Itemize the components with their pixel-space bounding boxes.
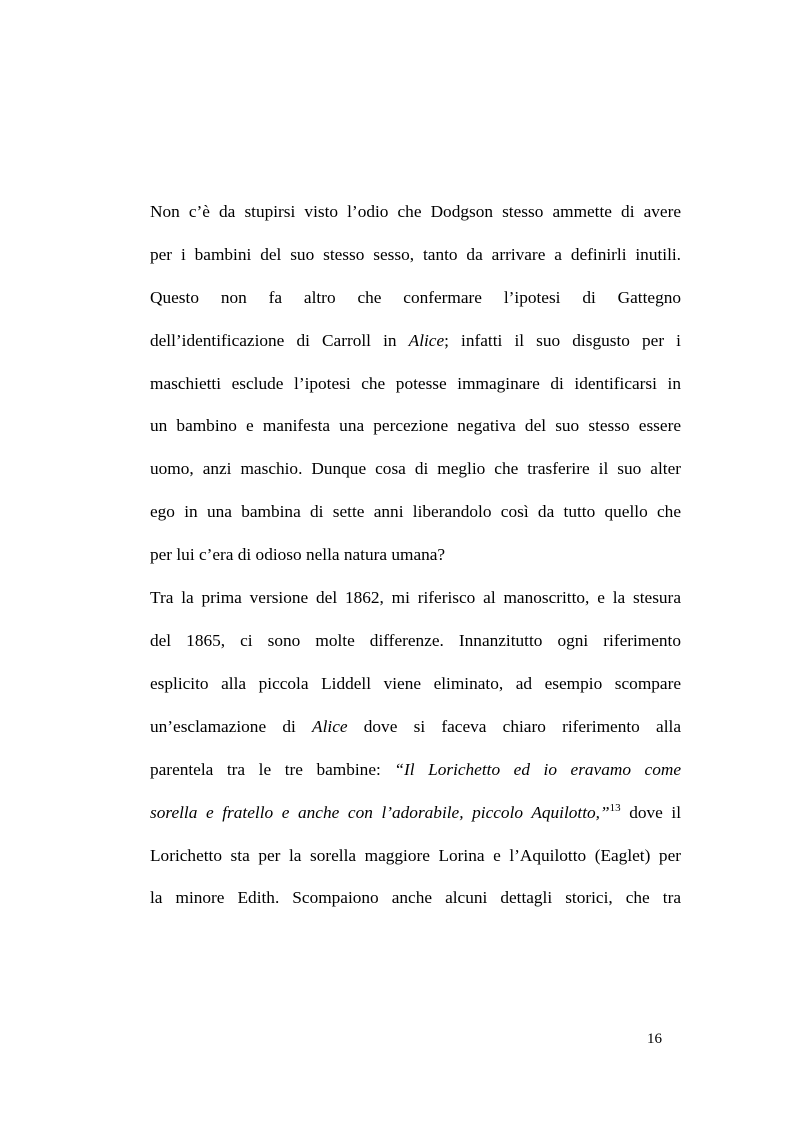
text-segment: per i bambini del suo stesso sesso, tanto da arrivare a definirli inutili. [150,245,681,264]
text-segment: dove il [620,803,681,822]
text-line [150,716,681,738]
text-segment: un’esclamazione di [150,717,313,736]
text-line [150,802,681,824]
text-segment: esplicito alla piccola Liddell viene eliminato, ad esempio scompare [150,674,681,693]
text-segment: Questo non fa altro che confermare l’ipotesi di Gattegno [150,288,681,307]
text-line [150,544,681,566]
text-segment: dell’identificazione di Carroll in [150,331,409,350]
italic-text: sorella e fratello e anche con l’adorabile, piccolo Aquilotto,” [150,803,610,822]
text-line [150,673,681,695]
text-segment: Lorichetto sta per la sorella maggiore Lorina e l’Aquilotto (Eaglet) per [150,846,681,865]
text-segment: la minore Edith. Scompaiono anche alcuni dettagli storici, che tra [150,888,681,907]
text-segment: Non c’è da stupirsi visto l’odio che Dodgson stesso ammette di avere [150,202,681,221]
text-line [150,373,681,395]
text-segment: del 1865, ci sono molte differenze. Innanzitutto ogni riferimento [150,631,681,650]
text-segment: per lui c’era di odioso nella natura umana? [150,545,446,564]
text-line [150,630,681,652]
text-line [150,501,681,523]
text-line [150,759,681,781]
text-segment: ego in una bambina di sette anni liberandolo così da tutto quello che [150,502,681,521]
italic-text: Alice [408,331,445,350]
text-line [150,887,681,909]
text-line [150,845,681,867]
text-line [150,244,681,266]
text-segment: ; infatti il suo disgusto per i [444,331,681,350]
text-line [150,587,681,609]
page-number: 16 [647,1031,662,1047]
text-line [150,415,681,437]
italic-text: “Il Lorichetto ed io eravamo come [394,760,682,779]
text-segment: un bambino e manifesta una percezione negativa del suo stesso essere [150,416,681,435]
text-segment: Tra la prima versione del 1862, mi riferisco al manoscritto, e la stesura [150,588,681,607]
text-segment: maschietti esclude l’ipotesi che potesse immaginare di identificarsi in [150,374,681,393]
text-line [150,330,681,352]
footnote-marker: 13 [609,802,621,814]
italic-text: Alice [312,717,348,736]
text-segment: dove si faceva chiaro riferimento alla [347,717,681,736]
text-line [150,201,681,223]
text-line [150,458,681,480]
text-segment: uomo, anzi maschio. Dunque cosa di meglio che trasferire il suo alter [150,459,681,478]
text-line [150,287,681,309]
text-segment: parentela tra le tre bambine: [150,760,395,779]
